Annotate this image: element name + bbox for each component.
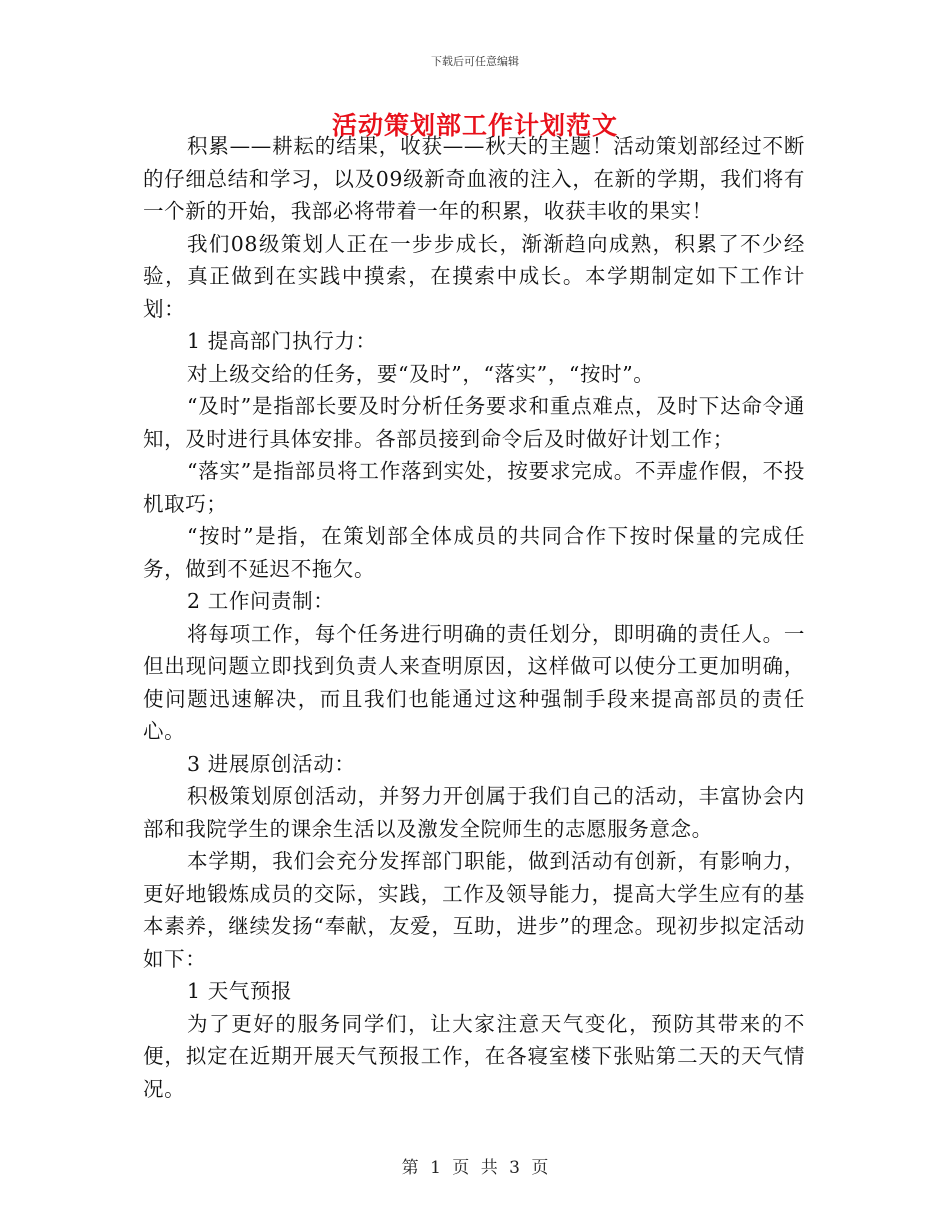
paragraph-tasks: 对上级交给的任务，要“及时”，“落实”，“按时”。 — [187, 361, 655, 386]
paragraph-on-time: “按时”是指，在策划部全体成员的共同合作下按时保量的完成任务，做到不延迟不拖欠。 — [143, 524, 805, 581]
paragraph-weather: 为了更好的服务同学们，让大家注意天气变化，预防其带来的不便，拟定在近期开展天气预报工作，在各寝室楼下张贴第二天的天气情况。 — [143, 1011, 805, 1101]
paragraph-semester-plan: 本学期，我们会充分发挥部门职能，做到活动有创新，有影响力，更好地锻炼成员的交际，实践，工作及领导能力，提高大学生应有的基本素养，继续发扬“奉献，友爱，互助，进步”的理念。现初步拟定活动如下： — [143, 849, 805, 971]
paragraph-timely: “及时”是指部长要及时分析任务要求和重点难点，及时下达命令通知，及时进行具体安排。各部员接到命令后及时做好计划工作； — [143, 394, 805, 451]
document-body — [143, 130, 805, 1105]
paragraph-accountability: 将每项工作，每个任务进行明确的责任划分，即明确的责任人。一但出现问题立即找到负责人来查明原因，这样做可以使分工更加明确，使问题迅速解决，而且我们也能通过这种强制手段来提高部员的责任心。 — [143, 621, 805, 743]
page-number-footer: 第 1 页 共 3 页 — [401, 1158, 549, 1178]
paragraph-growth: 我们08级策划人正在一步步成长，渐渐趋向成熟，积累了不少经验，真正做到在实践中摸索，在摸索中成长。本学期制定如下工作计划： — [143, 231, 805, 321]
paragraph-intro: 积累——耕耘的结果，收获——秋天的主题！活动策划部经过不断的仔细总结和学习，以及09级新奇血液的注入，在新的学期，我们将有一个新的开始，我部必将带着一年的积累，收获丰收的果实！ — [143, 134, 805, 223]
paragraph-original-activities: 积极策划原创活动，并努力开创属于我们自己的活动，丰富协会内部和我院学生的课余生活以及激发全院师生的志愿服务意念。 — [143, 784, 805, 841]
document-title: 活动策划部工作计划范文 — [331, 111, 618, 140]
header-note: 下载后可任意编辑 — [431, 55, 519, 68]
paragraph-implement: “落实”是指部员将工作落到实处，按要求完成。不弄虚作假，不投机取巧； — [143, 459, 805, 516]
section-heading-accountability: 2 工作问责制： — [187, 589, 335, 613]
section-heading-execution: 1 提高部门执行力： — [187, 329, 377, 353]
section-heading-original-activities: 3 进展原创活动： — [187, 751, 356, 776]
section-heading-weather: 1 天气预报 — [187, 979, 293, 1003]
